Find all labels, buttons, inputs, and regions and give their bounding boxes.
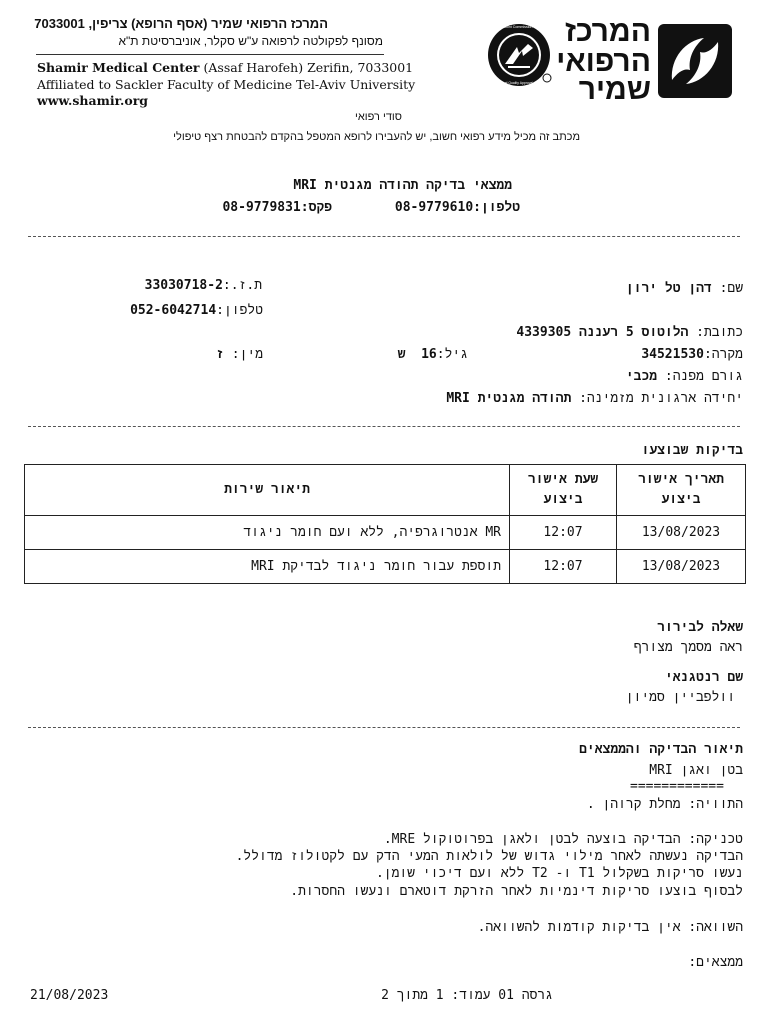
exam-description: MR אנטרוגרפיה, ללא ועם חומר ניגוד — [25, 516, 510, 550]
table-row — [25, 516, 746, 550]
radiologist-name: וולפביין סמיון — [625, 690, 735, 705]
hospital-name-english: Shamir Medical Center (Assaf Harofeh) Zerifin, 7033001 — [37, 60, 414, 75]
comparison-text: השוואה: אין בדיקות קודמות להשוואה. — [477, 920, 743, 935]
ordering-unit: יחידה ארגונית מזמינה: תהודה מגנטית MRI — [446, 391, 743, 406]
section-divider — [28, 236, 740, 237]
footer-date: 21/08/2023 — [30, 988, 109, 1003]
findings-title: תיאור הבדיקה והממצאים — [579, 742, 743, 757]
technique-line: לבסוף בוצעו סריקות דינמיות לאחר הזרקת דוטארם ונעשו החסרות. — [290, 884, 743, 899]
seal-text-top: The Joint Commission — [497, 25, 533, 29]
column-header-description: תיאור שירות — [25, 465, 510, 516]
section-divider — [28, 727, 740, 728]
technique-line: הבדיקה נעשתה לאחר מילוי גדוש של לולאות המעי הדק עם לקטולוז מדולל. — [235, 849, 743, 864]
referring-source: גורם מפנה: מכבי — [625, 369, 743, 384]
header-divider — [36, 54, 384, 55]
patient-phone: טלפון:052-6042714 — [130, 303, 263, 318]
question-text: ראה מסמך מצורף — [633, 640, 743, 655]
shamir-logo-icon — [658, 24, 732, 98]
radiologist-label: שם רנטגנאי — [664, 670, 743, 685]
patient-sex: מין: ז — [216, 347, 263, 362]
logo-text-line3: שמיר — [578, 73, 651, 106]
hospital-name-hebrew: המרכז הרפואי שמיר (אסף הרופא) צריפין, 7033001 — [34, 16, 328, 31]
exam-description: תוספת עבור חומר ניגוד לבדיקת MRI — [25, 550, 510, 584]
department-fax: פקס:08-9779831 — [222, 200, 332, 215]
case-number: מקרה:34521530 — [641, 347, 743, 362]
table-row — [25, 550, 746, 584]
confidential-label: סודי רפואי — [355, 111, 402, 123]
exam-date: 13/08/2023 — [617, 550, 746, 584]
affiliation-english: Affiliated to Sackler Faculty of Medicine Tel-Aviv University — [37, 77, 416, 92]
patient-name: שם: דהן טל ירון — [625, 281, 743, 296]
report-title: ממצאי בדיקה תהודה מגנטית MRI — [293, 178, 512, 193]
column-header-date: תאריך אישור ביצוע — [617, 465, 746, 516]
footer-page-info: גרסה 01 עמוד: 1 מתוך 2 — [381, 988, 553, 1003]
results-label: ממצאים: — [688, 955, 743, 970]
accreditation-seal-icon — [486, 20, 556, 90]
patient-address: כתובת: הלוטוס 5 רעננה 4339305 — [516, 325, 743, 340]
exam-time: 12:07 — [510, 550, 617, 584]
exams-section-title: בדיקות שבוצעו — [641, 443, 743, 458]
technique-line: נעשו סריקות בשקלול T1 ו- T2 ללא ועם דיכוי שומן. — [375, 866, 743, 881]
exam-date: 13/08/2023 — [617, 516, 746, 550]
department-phone: טלפון:08-9779610 — [394, 200, 520, 215]
column-header-time: שעת אישור ביצוע — [510, 465, 617, 516]
patient-id: ת.ז.:33030718-2 — [144, 278, 262, 293]
exam-subject: MRI בטן ואגן — [649, 763, 743, 778]
continuity-notice: מכתב זה מכיל מידע רפואי חשוב, יש להעבירו לרופא המטפל בהקדם להבטחת רצף טיפולי — [173, 131, 580, 143]
seal-text-bottom: National Quality Approval — [495, 81, 534, 85]
logo-text-line2: הרפואי — [556, 45, 651, 78]
affiliation-hebrew: מסונף לפקולטה לרפואה ע"ש סקלר, אוניברסיטת ת"א — [118, 34, 383, 48]
technique-line: טכניקה: הבדיקה בוצעה לבטן ולאגן בפרוטוקול MRE. — [383, 832, 743, 847]
table-header-row — [25, 465, 746, 516]
patient-age: גיל:16 ש — [397, 347, 468, 362]
website-link[interactable]: www.shamir.org — [37, 93, 149, 108]
exam-time: 12:07 — [510, 516, 617, 550]
subject-underline: ============ — [630, 779, 724, 794]
exams-table — [24, 464, 746, 584]
section-divider — [28, 426, 740, 427]
logo-text-line1: המרכז — [564, 15, 651, 48]
indication-text: התוויה: מחלת קרוהן . — [586, 797, 743, 812]
question-label: שאלה לבירור — [657, 620, 743, 635]
